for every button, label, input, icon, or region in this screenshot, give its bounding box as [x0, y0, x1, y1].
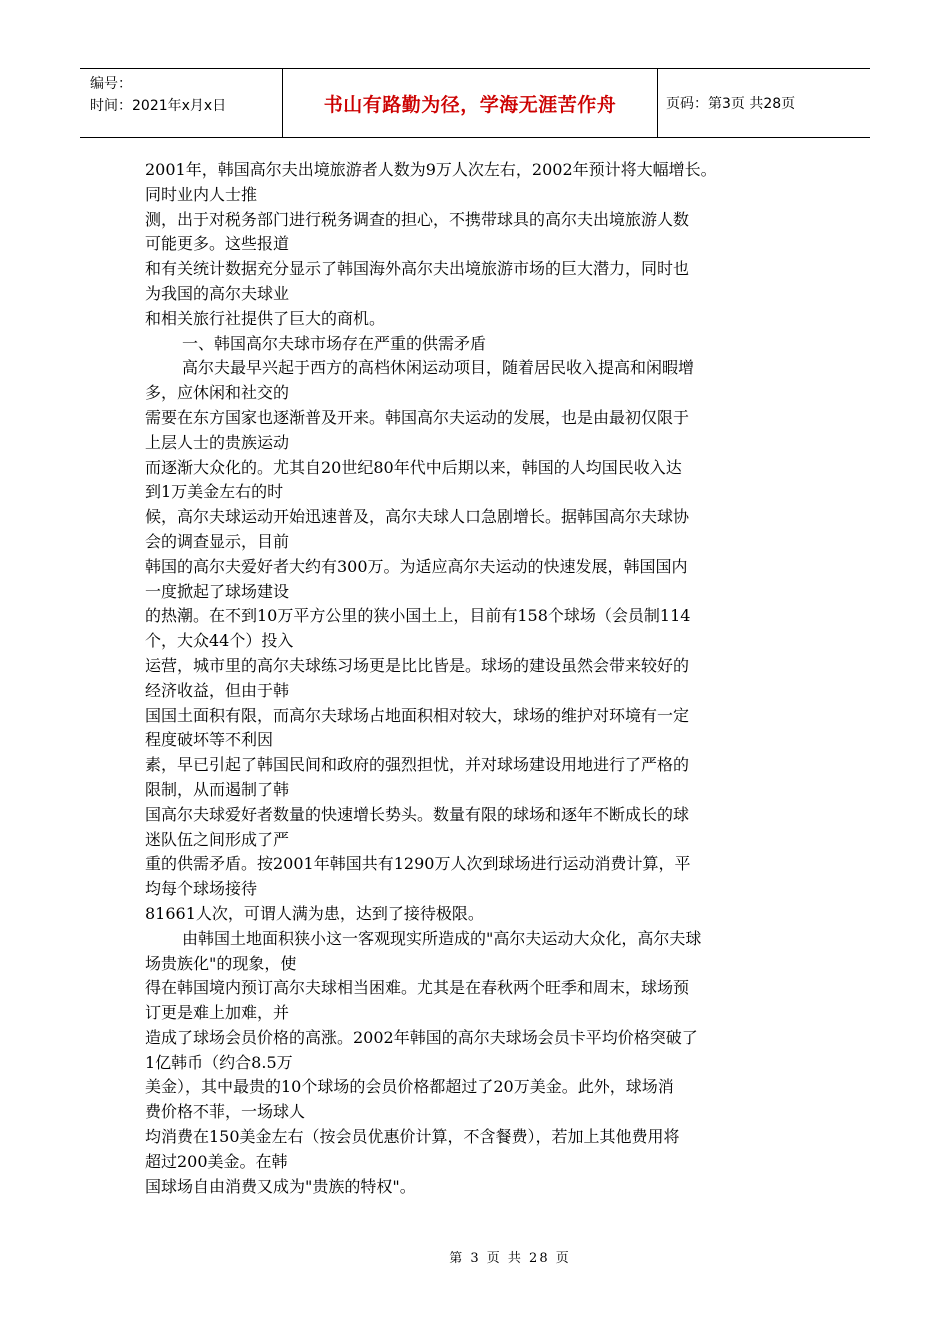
text-line: 需要在东方国家也逐渐普及开来。韩国高尔夫运动的发展，也是由最初仅限于 [145, 407, 690, 427]
text-line: 运营，城市里的高尔夫球练习场更是比比皆是。球场的建设虽然会带来较好的 [145, 655, 690, 675]
header-page-label: 页码：第3页 共28页 [666, 96, 796, 112]
text-line: 国国土面积有限，而高尔夫球场占地面积相对较大，球场的维护对环境有一定 [145, 705, 690, 725]
text-line: 候，高尔夫球运动开始迅速普及，高尔夫球人口急剧增长。据韩国高尔夫球协 [145, 507, 690, 527]
page-footer: 第 3 页 共 28 页 [449, 1251, 571, 1266]
text-line: 到1万美金左右的时 [145, 482, 284, 502]
text-line: 高尔夫最早兴起于西方的高档休闲运动项目，随着居民收入提高和闲暇增 [182, 358, 695, 378]
text-line: 可能更多。这些报道 [145, 234, 290, 254]
text-line: 美金），其中最贵的10个球场的会员价格都超过了20万美金。此外，球场消 [145, 1077, 674, 1097]
page-header [80, 68, 870, 138]
text-line: 个，大众44个）投入 [145, 631, 294, 651]
text-line: 场贵族化"的现象，使 [145, 953, 297, 973]
text-line: 订更是难上加难，并 [145, 1003, 290, 1023]
text-line: 韩国的高尔夫爱好者大约有300万。为适应高尔夫运动的快速发展，韩国国内 [145, 556, 688, 576]
text-line: 一度掀起了球场建设 [145, 581, 290, 601]
document-body [145, 158, 815, 1199]
text-line: 和相关旅行社提供了巨大的商机。 [145, 308, 386, 328]
text-line: 国球场自由消费又成为"贵族的特权"。 [145, 1176, 416, 1196]
header-motto: 书山有路勤为径，学海无涯苦作舟 [283, 69, 658, 137]
text-line: 测，出于对税务部门进行税务调查的担心，不携带球具的高尔夫出境旅游人数 [145, 209, 690, 229]
text-line: 得在韩国境内预订高尔夫球相当困难。尤其是在春秋两个旺季和周末，球场预 [145, 978, 690, 998]
text-line: 2001年，韩国高尔夫出境旅游者人数为9万人次左右，2002年预计将大幅增长。 [145, 160, 717, 179]
text-line: 一、韩国高尔夫球市场存在严重的供需矛盾 [182, 333, 487, 353]
text-line: 国高尔夫球爱好者数量的快速增长势头。数量有限的球场和逐年不断成长的球 [145, 804, 690, 824]
time-label: 时间：2021年x月x日 [90, 98, 227, 114]
text-line: 重的供需矛盾。按2001年韩国共有1290万人次到球场进行运动消费计算，平 [145, 854, 691, 874]
text-line: 上层人士的贵族运动 [145, 432, 290, 452]
number-label: 编号： [90, 76, 132, 92]
text-line: 由韩国土地面积狭小这一客观现实所造成的"高尔夫运动大众化，高尔夫球 [182, 928, 702, 948]
text-line: 1亿韩币（约合8.5万 [145, 1052, 293, 1072]
text-line: 而逐渐大众化的。尤其自20世纪80年代中后期以来，韩国的人均国民收入达 [145, 457, 682, 477]
text-line: 同时业内人士推 [145, 184, 258, 204]
text-line: 费价格不菲，一场球人 [145, 1102, 306, 1122]
text-line: 造成了球场会员价格的高涨。2002年韩国的高尔夫球场会员卡平均价格突破了 [145, 1027, 698, 1047]
text-line: 素，早已引起了韩国民间和政府的强烈担忧，并对球场建设用地进行了严格的 [145, 755, 690, 775]
text-line: 81661人次，可谓人满为患，达到了接待极限。 [145, 903, 484, 923]
text-line: 限制，从而遏制了韩 [145, 779, 290, 799]
text-line: 多，应休闲和社交的 [145, 383, 290, 403]
text-line: 经济收益，但由于韩 [145, 680, 290, 700]
header-meta [80, 69, 283, 137]
text-line: 均每个球场接待 [145, 879, 258, 899]
text-line: 超过200美金。在韩 [145, 1151, 288, 1171]
text-line: 迷队伍之间形成了严 [145, 829, 290, 849]
text-line: 程度破坏等不利因 [145, 730, 274, 750]
text-line: 和有关统计数据充分显示了韩国海外高尔夫出境旅游市场的巨大潜力，同时也 [145, 259, 690, 279]
text-line: 为我国的高尔夫球业 [145, 283, 290, 303]
text-line: 会的调查显示，目前 [145, 531, 290, 551]
text-line: 均消费在150美金左右（按会员优惠价计算，不含餐费），若加上其他费用将 [145, 1127, 680, 1147]
text-line: 的热潮。在不到10万平方公里的狭小国土上，目前有158个球场（会员制114 [145, 606, 691, 626]
